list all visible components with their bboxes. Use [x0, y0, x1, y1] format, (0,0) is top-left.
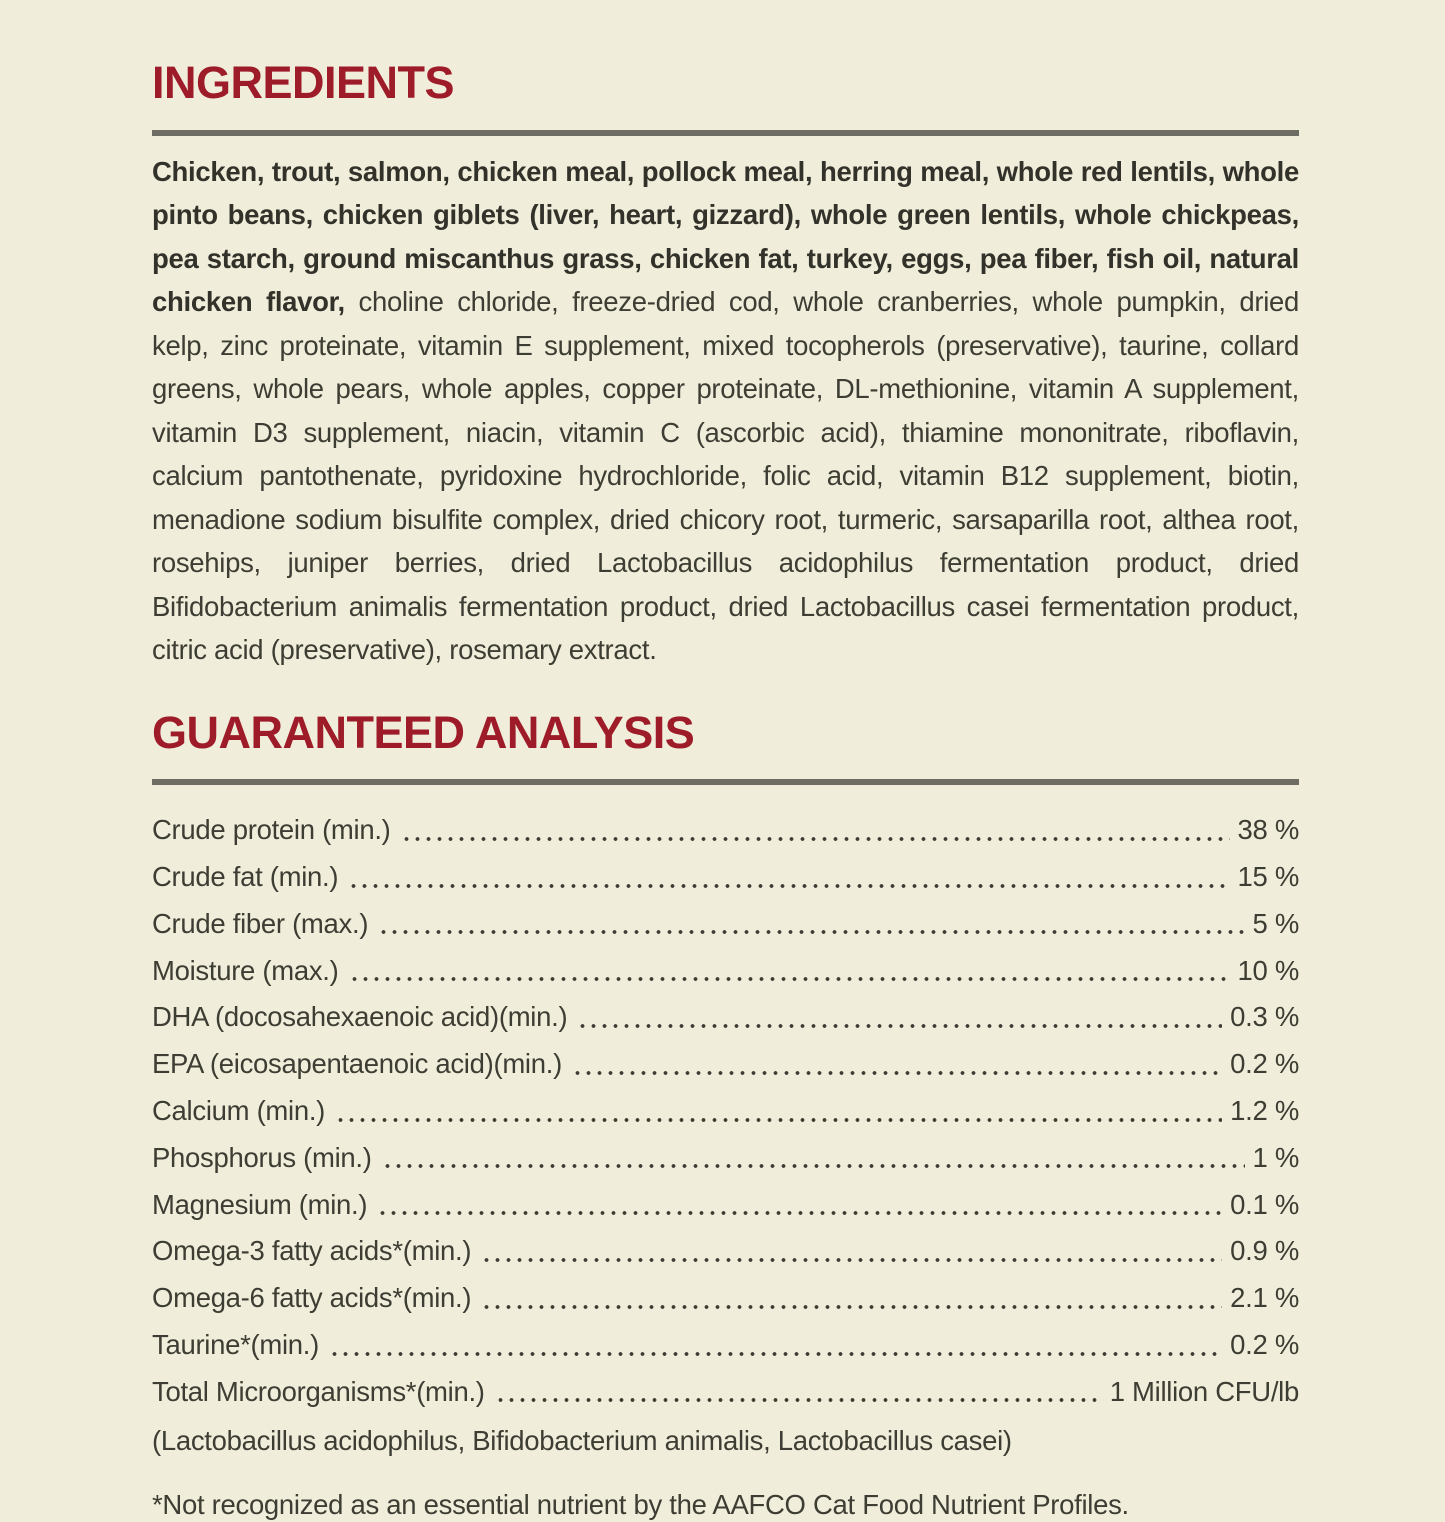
guaranteed-analysis-title: GUARANTEED ANALYSIS: [152, 708, 1299, 758]
analysis-row: [152, 1361, 1299, 1408]
ingredients-paragraph: [152, 150, 1299, 672]
dotted-leader: [349, 939, 1230, 986]
analysis-row-value: 0.3 %: [1226, 1001, 1299, 1033]
analysis-row-label: Total Microorganisms*(min.): [152, 1376, 491, 1408]
analysis-row: [152, 1173, 1299, 1220]
analysis-row: [152, 1314, 1299, 1361]
analysis-row-value: 0.2 %: [1226, 1048, 1299, 1080]
dotted-leader: [481, 1267, 1222, 1314]
analysis-row: [152, 1220, 1299, 1267]
analysis-row: [152, 799, 1299, 846]
analysis-row-value: 1.2 %: [1226, 1095, 1299, 1127]
guaranteed-analysis-divider: [152, 779, 1299, 785]
dotted-leader: [495, 1361, 1102, 1408]
analysis-row-label: Calcium (min.): [152, 1095, 331, 1127]
analysis-row-label: Crude protein (min.): [152, 814, 397, 846]
dotted-leader: [377, 1173, 1222, 1220]
dotted-leader: [572, 1033, 1222, 1080]
dotted-leader: [481, 1220, 1222, 1267]
analysis-row-label: Omega-6 fatty acids*(min.): [152, 1282, 477, 1314]
dotted-leader: [335, 1080, 1222, 1127]
analysis-row-value: 2.1 %: [1226, 1282, 1299, 1314]
microorganisms-note: (Lactobacillus acidophilus, Bifidobacterium animalis, Lactobacillus casei): [152, 1423, 1299, 1459]
analysis-row-value: 0.2 %: [1226, 1329, 1299, 1361]
analysis-row: [152, 986, 1299, 1033]
analysis-row-label: Moisture (max.): [152, 955, 345, 987]
analysis-row: [152, 1127, 1299, 1174]
analysis-row-label: Taurine*(min.): [152, 1329, 325, 1361]
guaranteed-analysis-section: [152, 708, 1299, 1522]
analysis-row-value: 15 %: [1234, 861, 1299, 893]
analysis-row-label: Phosphorus (min.): [152, 1142, 378, 1174]
dotted-leader: [329, 1314, 1222, 1361]
analysis-row: [152, 939, 1299, 986]
analysis-row: [152, 1267, 1299, 1314]
analysis-row-value: 10 %: [1234, 955, 1299, 987]
ingredients-section: [152, 58, 1299, 672]
ingredients-divider: [152, 130, 1299, 136]
analysis-row-label: Crude fat (min.): [152, 861, 344, 893]
analysis-row-value: 0.1 %: [1226, 1189, 1299, 1221]
ingredients-primary-list: Chicken, trout, salmon, chicken meal, pollock meal, herring meal, whole red lentils, whole pinto beans, chicken giblets (liver, heart, gizzard), whole green lentils, whole chickpeas, pea starch, ground miscanthus grass, chicken fat, turkey, eggs, pea fiber, fish oil, natural chicken flavor,: [152, 156, 1299, 318]
analysis-row-value: 1 Million CFU/lb: [1106, 1376, 1299, 1408]
analysis-row-label: Crude fiber (max.): [152, 908, 374, 940]
analysis-row: [152, 1033, 1299, 1080]
analysis-row-label: DHA (docosahexaenoic acid)(min.): [152, 1001, 573, 1033]
analysis-row-value: 0.9 %: [1226, 1235, 1299, 1267]
analysis-row-label: Omega-3 fatty acids*(min.): [152, 1235, 477, 1267]
analysis-row: [152, 893, 1299, 940]
analysis-row: [152, 1080, 1299, 1127]
dotted-leader: [348, 846, 1229, 893]
dotted-leader: [401, 799, 1230, 846]
dotted-leader: [577, 986, 1222, 1033]
analysis-row: [152, 846, 1299, 893]
analysis-row-label: EPA (eicosapentaenoic acid)(min.): [152, 1048, 568, 1080]
aafco-footnote: *Not recognized as an essential nutrient by the AAFCO Cat Food Nutrient Profiles.: [152, 1487, 1299, 1522]
guaranteed-analysis-table: [152, 799, 1299, 1407]
analysis-row-label: Magnesium (min.): [152, 1189, 373, 1221]
ingredients-title: INGREDIENTS: [152, 58, 1299, 108]
dotted-leader: [378, 893, 1244, 940]
analysis-row-value: 5 %: [1249, 908, 1300, 940]
analysis-row-value: 1 %: [1249, 1142, 1300, 1174]
dotted-leader: [382, 1127, 1245, 1174]
analysis-row-value: 38 %: [1234, 814, 1299, 846]
ingredients-secondary-list: choline chloride, freeze-dried cod, whole cranberries, whole pumpkin, dried kelp, zinc proteinate, vitamin E supplement, mixed tocopherols (preservative), taurine, collard greens, whole pears, whole apples, copper proteinate, DL-methionine, vitamin A supplement, vitamin D3 supplement, niacin, vitamin C (ascorbic acid), thiamine mononitrate, riboflavin, calcium pantothenate, pyridoxine hydrochloride, folic acid, vitamin B12 supplement, biotin, menadione sodium bisulfite complex, dried chicory root, turmeric, sarsaparilla root, althea root, rosehips, juniper berries, dried Lactobacillus acidophilus fermentation product, dried Bifidobacterium animalis fermentation product, dried Lactobacillus casei fermentation product, citric acid (preservative), rosemary extract.: [152, 286, 1299, 665]
